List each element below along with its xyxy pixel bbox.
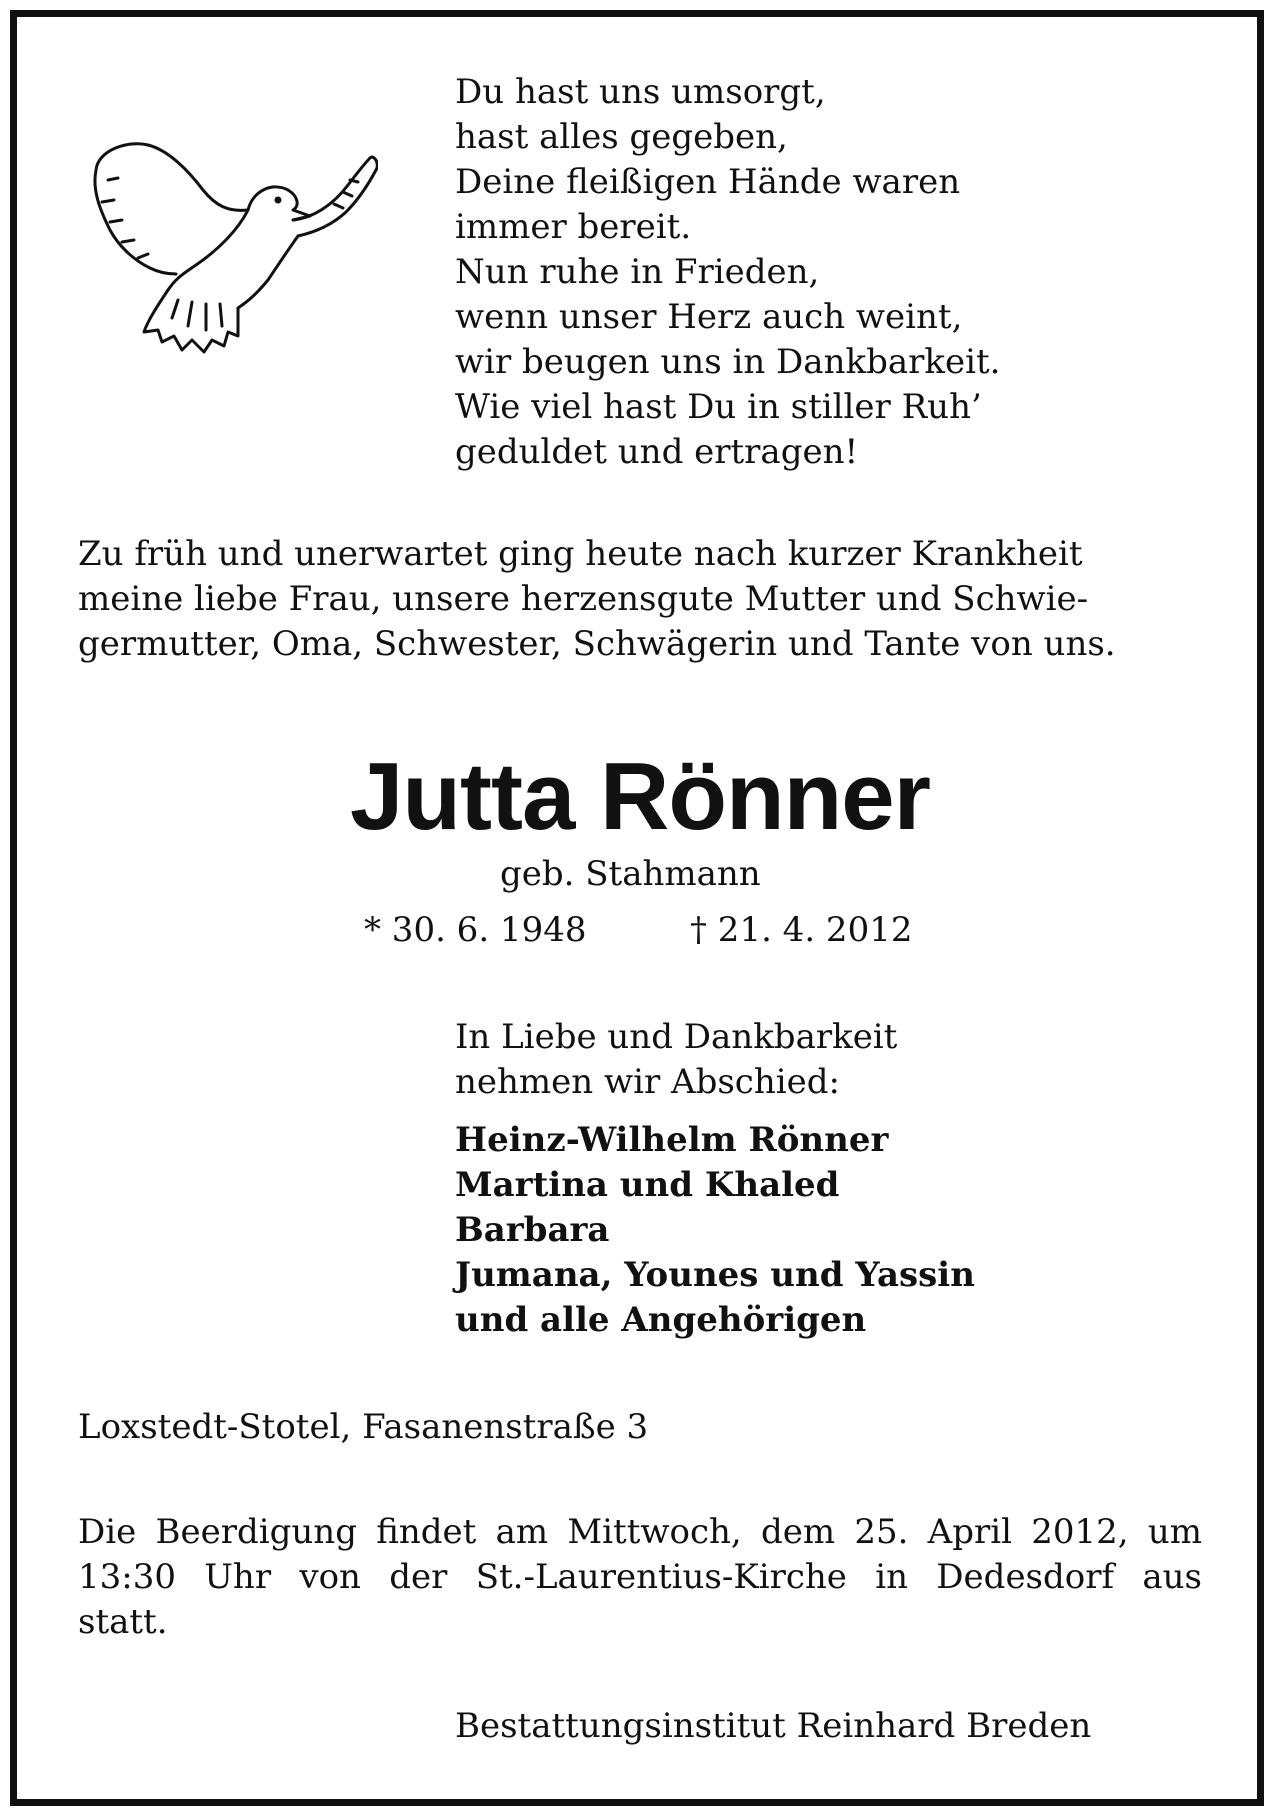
death-date: † 21. 4. 2012 (690, 910, 913, 950)
deceased-name: Jutta Rönner (349, 743, 931, 850)
poem-line: geduldet und ertragen! (455, 432, 859, 472)
poem-line: Deine fleißigen Hände waren (455, 162, 961, 202)
mourners-list (455, 1118, 975, 1343)
funeral-line: statt. (78, 1602, 168, 1642)
poem-line: immer bereit. (455, 207, 692, 247)
poem-line: Nun ruhe in Frieden, (455, 252, 820, 292)
funeral-line: Die Beerdigung findet am Mittwoch, dem 25. April 2012, um (78, 1512, 1202, 1552)
dove-icon (88, 140, 378, 380)
farewell-text (455, 1015, 897, 1105)
birth-date: * 30. 6. 1948 (364, 910, 587, 950)
mourner-name: Barbara (455, 1210, 610, 1250)
funeral-line: 13:30 Uhr von der St.-Laurentius-Kirche in Dedesdorf aus (78, 1557, 1202, 1597)
poem-line: wir beugen uns in Dankbarkeit. (455, 342, 1001, 382)
poem-line: Wie viel hast Du in stiller Ruh’ (455, 387, 982, 427)
mourner-name: Jumana, Younes und Yassin (455, 1255, 975, 1295)
mourner-name: Heinz-Wilhelm Rönner (455, 1120, 889, 1160)
poem-line: Du hast uns umsorgt, (455, 72, 826, 112)
intro-line: Zu früh und unerwartet ging heute nach kurzer Krankheit (78, 534, 1083, 574)
mourner-name: und alle Angehörigen (455, 1300, 867, 1340)
intro-line: germutter, Oma, Schwester, Schwägerin und Tante von uns. (78, 624, 1116, 664)
poem-line: wenn unser Herz auch weint, (455, 297, 963, 337)
poem-line: hast alles gegeben, (455, 117, 788, 157)
maiden-name: geb. Stahmann (500, 854, 761, 894)
mourner-name: Martina und Khaled (455, 1165, 840, 1205)
address: Loxstedt-Stotel, Fasanenstraße 3 (78, 1407, 649, 1447)
intro-line: meine liebe Frau, unsere herzensgute Mutter und Schwie- (78, 579, 1089, 619)
farewell-line: nehmen wir Abschied: (455, 1062, 840, 1102)
funeral-info (78, 1510, 1202, 1645)
undertaker: Bestattungsinstitut Reinhard Breden (455, 1706, 1092, 1746)
poem (455, 70, 1000, 475)
intro-text (78, 532, 1208, 667)
farewell-line: In Liebe und Dankbarkeit (455, 1017, 898, 1057)
